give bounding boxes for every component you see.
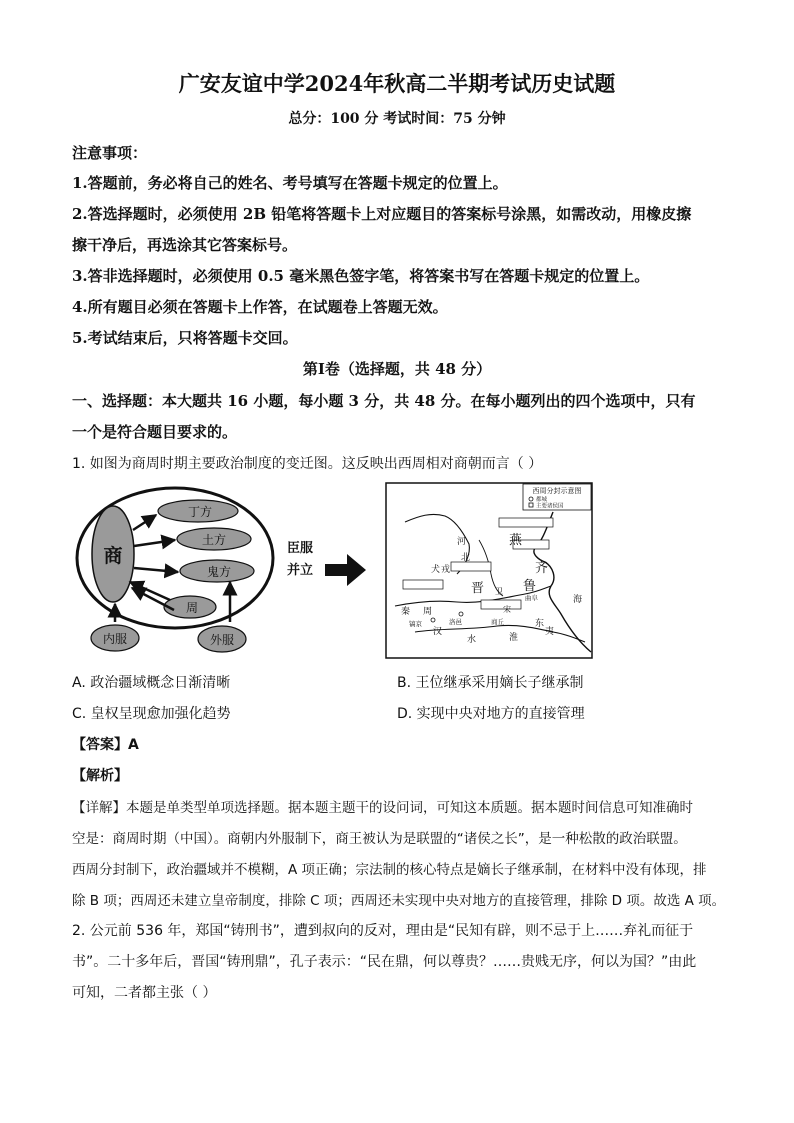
inner-service-label: 内服 xyxy=(102,632,128,646)
map-label: 曲阜 xyxy=(525,594,538,602)
relation-label: 并立 xyxy=(286,563,314,578)
map-label: 秦 xyxy=(401,607,411,617)
map-label: 燕 xyxy=(509,533,523,548)
map-label: 洛邑 xyxy=(449,618,462,626)
explanation-line: 西周分封制下，政治疆域并不模糊，A 项正确；宗法制的核心特点是嫡长子继承制，在材料中没有体现，排 xyxy=(72,862,707,878)
explanation-line: 【详解】本题是单类型单项选择题。据本题主题干的设问词，可知这本质题。据本题时间信息可知准确时 xyxy=(72,800,693,816)
question-2-stem: 2. 公元前 536 年，郑国“铸刑书”，遭到叔向的反对，理由是“民知有辟，则不忌于上……弃礼而征于 xyxy=(72,923,694,939)
shang-political-diagram xyxy=(70,482,370,657)
map-label: 商丘 xyxy=(491,618,504,626)
map-label: 水 xyxy=(467,635,477,645)
map-label: 犬 xyxy=(431,565,441,575)
section-instructions: 一个是符合题目要求的。 xyxy=(72,423,238,441)
notice-item: 1.答题前，务必将自己的姓名、考号填写在答题卡规定的位置上。 xyxy=(72,174,508,192)
page-title: 广安友谊中学2024年秋高二半期考试历史试题 xyxy=(178,71,616,96)
map-label: 齐 xyxy=(535,561,549,576)
map-label: 淮 xyxy=(509,633,519,643)
map-label: 海 xyxy=(573,595,583,605)
map-label: 北 xyxy=(461,553,471,563)
explanation-line: 空是：商周时期（中国）。商朝内外服制下，商王被认为是联盟的“诸侯之长”，是一种松散的政治联盟。 xyxy=(72,831,687,847)
notice-item: 5.考试结束后，只将答题卡交回。 xyxy=(72,329,298,347)
map-label: 宋 xyxy=(503,605,511,614)
outer-service-label: 外服 xyxy=(209,633,235,647)
option-d[interactable]: D. 实现中央对地方的直接管理 xyxy=(397,706,585,722)
map-label: 鲁 xyxy=(523,579,537,594)
notice-item: 2.答选择题时，必须使用 2B 铅笔将答题卡上对应题目的答案标号涂黑，如需改动，用橡皮擦 xyxy=(72,205,692,223)
map-label: 卫 xyxy=(495,587,503,596)
arrow-right-icon xyxy=(325,554,366,586)
tribe-label: 丁方 xyxy=(187,505,213,519)
shang-label: 商 xyxy=(103,545,123,567)
tribe-label: 土方 xyxy=(201,533,227,547)
zhou-label: 周 xyxy=(185,601,199,615)
map-label: 河 xyxy=(457,537,467,547)
map-label: 汉 xyxy=(433,627,443,637)
legend-label: 主要诸侯国 xyxy=(536,503,564,510)
map-label: 晋 xyxy=(471,581,485,596)
answer-label: 【答案】A xyxy=(72,737,139,753)
question-1-stem: 1. 如图为商周时期主要政治制度的变迁图。这反映出西周相对商朝而言（ ） xyxy=(72,456,543,472)
map-label: 镐京 xyxy=(409,620,422,628)
option-b[interactable]: B. 王位继承采用嫡长子继承制 xyxy=(397,675,584,691)
map-label: 夷 xyxy=(545,627,555,637)
map-title: 西周分封示意图 xyxy=(532,487,582,495)
option-a[interactable]: A. 政治疆域概念日渐清晰 xyxy=(72,675,231,691)
map-label: 东 xyxy=(535,619,545,629)
legend-label: 都城 xyxy=(536,497,548,503)
notice-heading: 注意事项： xyxy=(72,144,148,162)
question-2-stem: 书”。二十多年后，晋国“铸刑鼎”，孔子表示：“民在鼎，何以尊贵？……贵贱无序，何以为国？”由此 xyxy=(72,954,697,970)
notice-item: 4.所有题目必须在答题卡上作答，在试题卷上答题无效。 xyxy=(72,298,448,316)
section-instructions: 一、选择题：本大题共 16 小题，每小题 3 分，共 48 分。在每小题列出的四个选项中，只有 xyxy=(72,392,696,410)
map-label: 戎 xyxy=(441,565,451,575)
option-c[interactable]: C. 皇权呈现愈加强化趋势 xyxy=(72,706,231,722)
explanation-line: 除 B 项；西周还未建立皇帝制度，排除 C 项；西周还未实现中央对地方的直接管理，排除 D 项。故选 A 项。 xyxy=(72,893,726,909)
exam-info: 总分：100 分 考试时间：75 分钟 xyxy=(288,111,506,127)
notice-item: 3.答非选择题时，必须使用 0.5 毫米黑色签字笔，将答案书写在答题卡规定的位置上。 xyxy=(72,267,650,285)
relation-label: 臣服 xyxy=(286,541,314,556)
analysis-label: 【解析】 xyxy=(72,768,128,784)
tribe-label: 鬼方 xyxy=(206,565,232,579)
section-title: 第Ⅰ卷（选择题，共 48 分） xyxy=(302,360,492,378)
question-2-stem: 可知，二者都主张（ ） xyxy=(72,985,217,1001)
notice-item: 擦干净后，再选涂其它答案标号。 xyxy=(72,236,298,254)
western-zhou-map xyxy=(385,482,593,659)
map-label: 周 xyxy=(423,607,433,617)
